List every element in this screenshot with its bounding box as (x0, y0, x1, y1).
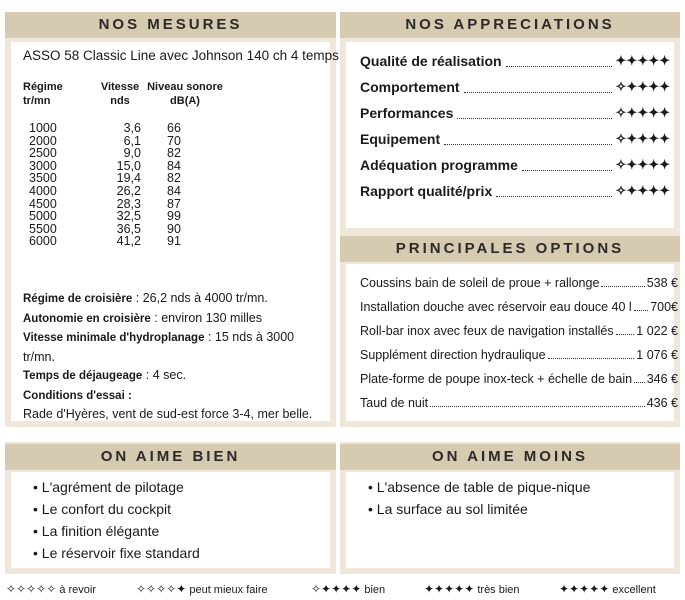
noise-cell: 99 (167, 209, 181, 224)
measures-info (23, 289, 323, 424)
option-row (360, 324, 678, 338)
dotted-leader (601, 286, 644, 287)
hydro-value: : 15 nds à 3000 tr/mn. (23, 330, 295, 364)
legend-label: à revoir (59, 584, 97, 596)
bullet-icon: • (33, 523, 38, 539)
bullet-icon: • (33, 501, 38, 517)
dotted-leader (496, 186, 611, 197)
regime-cell: 5500 (29, 221, 57, 236)
autonomy-value: : environ 130 milles (150, 310, 262, 325)
measures-title: NOS MESURES (5, 12, 336, 38)
option-price: 1 076 € (636, 348, 678, 362)
likes-panel (5, 442, 336, 574)
regime-cell: 4500 (29, 196, 57, 211)
appreciation-label: Adéquation programme (360, 157, 518, 173)
regime-cell: 5000 (29, 209, 57, 224)
option-label: Installation douche avec réservoir eau douce 40 l (360, 300, 632, 314)
dotted-leader (522, 160, 612, 171)
dislikes-content (346, 472, 674, 568)
dotted-leader (430, 406, 645, 407)
noise-header: Niveau sonore (147, 81, 223, 93)
speed-cell: 26,2 (116, 183, 141, 198)
appreciation-row (360, 105, 670, 121)
planing-label: Temps de déjaugeage (23, 370, 143, 382)
regime-cell: 4000 (29, 183, 57, 198)
appreciation-label: Performances (360, 105, 454, 121)
likes-content (11, 472, 330, 568)
measures-content (11, 42, 339, 421)
bullet-icon: • (33, 545, 38, 561)
measures-panel (5, 12, 339, 427)
rating-stars-icon: ✧✦✦✦✦ (615, 183, 670, 198)
speed-cell: 3,6 (123, 121, 141, 135)
regime-header: Régime (23, 81, 63, 93)
noise-cell: 84 (167, 183, 181, 198)
option-row (360, 396, 678, 410)
table-row (23, 235, 227, 248)
list-item (33, 542, 200, 564)
options-content (346, 264, 678, 421)
speed-unit: nds (110, 95, 130, 107)
noise-cell: 82 (167, 171, 181, 186)
dotted-leader (634, 310, 648, 311)
regime-cell: 1000 (29, 121, 57, 135)
dotted-leader (616, 334, 635, 335)
speed-cell: 32,5 (116, 209, 141, 224)
table-row (23, 185, 227, 198)
legend-label: très bien (477, 584, 520, 596)
option-label: Taud de nuit (360, 396, 429, 410)
appreciation-label: Comportement (360, 79, 460, 95)
autonomy-label: Autonomie en croisière (23, 312, 151, 325)
legend-stars-icon: ✦✦✦✦✦ (559, 582, 610, 596)
noise-cell: 70 (167, 133, 181, 148)
appreciation-row (360, 79, 670, 95)
dotted-leader (634, 382, 645, 383)
appreciation-label: Qualité de réalisation (360, 53, 502, 69)
dotted-leader (457, 108, 611, 119)
rating-stars-icon: ✧✦✦✦✦ (615, 131, 670, 146)
rating-stars-icon: ✧✦✦✦✦ (615, 157, 670, 172)
bullet-icon: • (368, 479, 373, 495)
option-row (360, 348, 678, 362)
legend-stars-icon: ✧✧✧✧✦ (136, 582, 187, 596)
legend-label: excellent (612, 584, 656, 596)
cruise-value: : 26,2 nds à 4000 tr/mn. (132, 291, 268, 305)
rating-stars-icon: ✧✦✦✦✦ (615, 105, 670, 120)
option-label: Coussins bain de soleil de proue + rallonge (360, 276, 600, 290)
option-row (360, 276, 678, 290)
speed-cell: 9,0 (123, 146, 141, 161)
list-item-text: L'absence de table de pique-nique (376, 479, 591, 495)
speed-cell: 36,5 (116, 221, 141, 236)
measures-table (23, 122, 227, 248)
option-row (360, 372, 678, 386)
option-row (360, 300, 678, 314)
appreciations-panel (340, 12, 680, 234)
rating-stars-icon: ✧✦✦✦✦ (615, 79, 670, 94)
list-item (33, 476, 184, 498)
cruise-label: Régime de croisière (23, 293, 133, 305)
speed-cell: 19,4 (116, 171, 141, 186)
options-title: PRINCIPALES OPTIONS (340, 236, 680, 262)
conditions-value: Rade d'Hyères, vent de sud-est force 3-4, mer belle. (23, 407, 313, 421)
legend-stars-icon: ✧✧✧✧✧ (6, 582, 57, 596)
option-price: 700€ (650, 300, 678, 314)
legend-stars-icon: ✧✦✦✦✦ (311, 582, 362, 596)
dotted-leader (464, 82, 612, 93)
regime-cell: 3000 (29, 158, 57, 173)
boat-name: ASSO 58 Classic Line avec Johnson 140 ch 4 temps (23, 48, 339, 63)
option-label: Roll-bar inox avec feux de navigation installés (360, 324, 614, 338)
list-item-text: Le réservoir fixe standard (41, 545, 200, 561)
legend-item (6, 582, 96, 596)
dotted-leader (548, 358, 635, 359)
option-price: 436 € (646, 396, 678, 410)
legend-item (311, 582, 385, 596)
noise-cell: 90 (167, 221, 181, 236)
appreciation-row (360, 131, 670, 147)
rating-stars-icon: ✦✦✦✦✦ (615, 53, 670, 68)
hydro-label: Vitesse minimale d'hydroplanage (23, 332, 205, 344)
speed-cell: 28,3 (116, 196, 141, 211)
dotted-leader (444, 134, 611, 145)
appreciation-label: Equipement (360, 131, 441, 147)
bullet-icon: • (368, 501, 373, 517)
speed-header: Vitesse (100, 81, 140, 93)
table-row (23, 147, 227, 160)
list-item (368, 498, 528, 520)
legend-label: bien (364, 584, 386, 596)
list-item (33, 498, 171, 520)
appreciation-row (360, 53, 670, 69)
noise-cell: 82 (167, 146, 181, 161)
appreciations-content (346, 42, 674, 228)
list-item-text: La finition élégante (41, 523, 160, 539)
noise-unit: dB(A) (170, 95, 200, 107)
planing-value: : 4 sec. (142, 368, 187, 382)
legend-item (136, 582, 268, 596)
table-row (23, 210, 227, 223)
noise-cell: 84 (167, 158, 181, 173)
options-panel (340, 234, 680, 427)
list-item (368, 476, 590, 498)
option-label: Supplément direction hydraulique (360, 348, 546, 362)
legend-item (424, 582, 520, 596)
option-price: 1 022 € (636, 324, 678, 338)
noise-cell: 91 (167, 234, 181, 249)
legend-item (559, 582, 656, 596)
appreciation-row (360, 157, 670, 173)
appreciation-label: Rapport qualité/prix (360, 183, 493, 199)
regime-cell: 2000 (29, 133, 57, 148)
dotted-leader (506, 56, 612, 67)
regime-cell: 2500 (29, 146, 57, 161)
regime-cell: 6000 (29, 234, 57, 249)
legend-label: peut mieux faire (189, 584, 268, 596)
option-label: Plate-forme de poupe inox-teck + échelle de bain (360, 372, 633, 386)
likes-title: ON AIME BIEN (5, 444, 336, 470)
speed-cell: 15,0 (116, 158, 141, 173)
appreciation-row (360, 183, 670, 199)
list-item-text: L'agrément de pilotage (41, 479, 184, 495)
bullet-icon: • (33, 479, 38, 495)
list-item-text: La surface au sol limitée (376, 501, 528, 517)
noise-cell: 66 (167, 121, 181, 135)
conditions-label: Conditions d'essai : (23, 389, 132, 402)
speed-cell: 6,1 (123, 133, 141, 148)
appreciations-title: NOS APPRECIATIONS (340, 12, 680, 38)
speed-cell: 41,2 (116, 234, 141, 249)
table-row (23, 122, 227, 135)
option-price: 538 € (646, 276, 678, 290)
list-item-text: Le confort du cockpit (41, 501, 171, 517)
option-price: 346 € (646, 372, 678, 386)
dislikes-title: ON AIME MOINS (340, 444, 680, 470)
legend-stars-icon: ✦✦✦✦✦ (424, 582, 475, 596)
dislikes-panel (340, 442, 680, 574)
list-item (33, 520, 159, 542)
noise-cell: 87 (167, 196, 181, 211)
regime-cell: 3500 (29, 171, 57, 186)
regime-unit: tr/mn (23, 95, 51, 107)
